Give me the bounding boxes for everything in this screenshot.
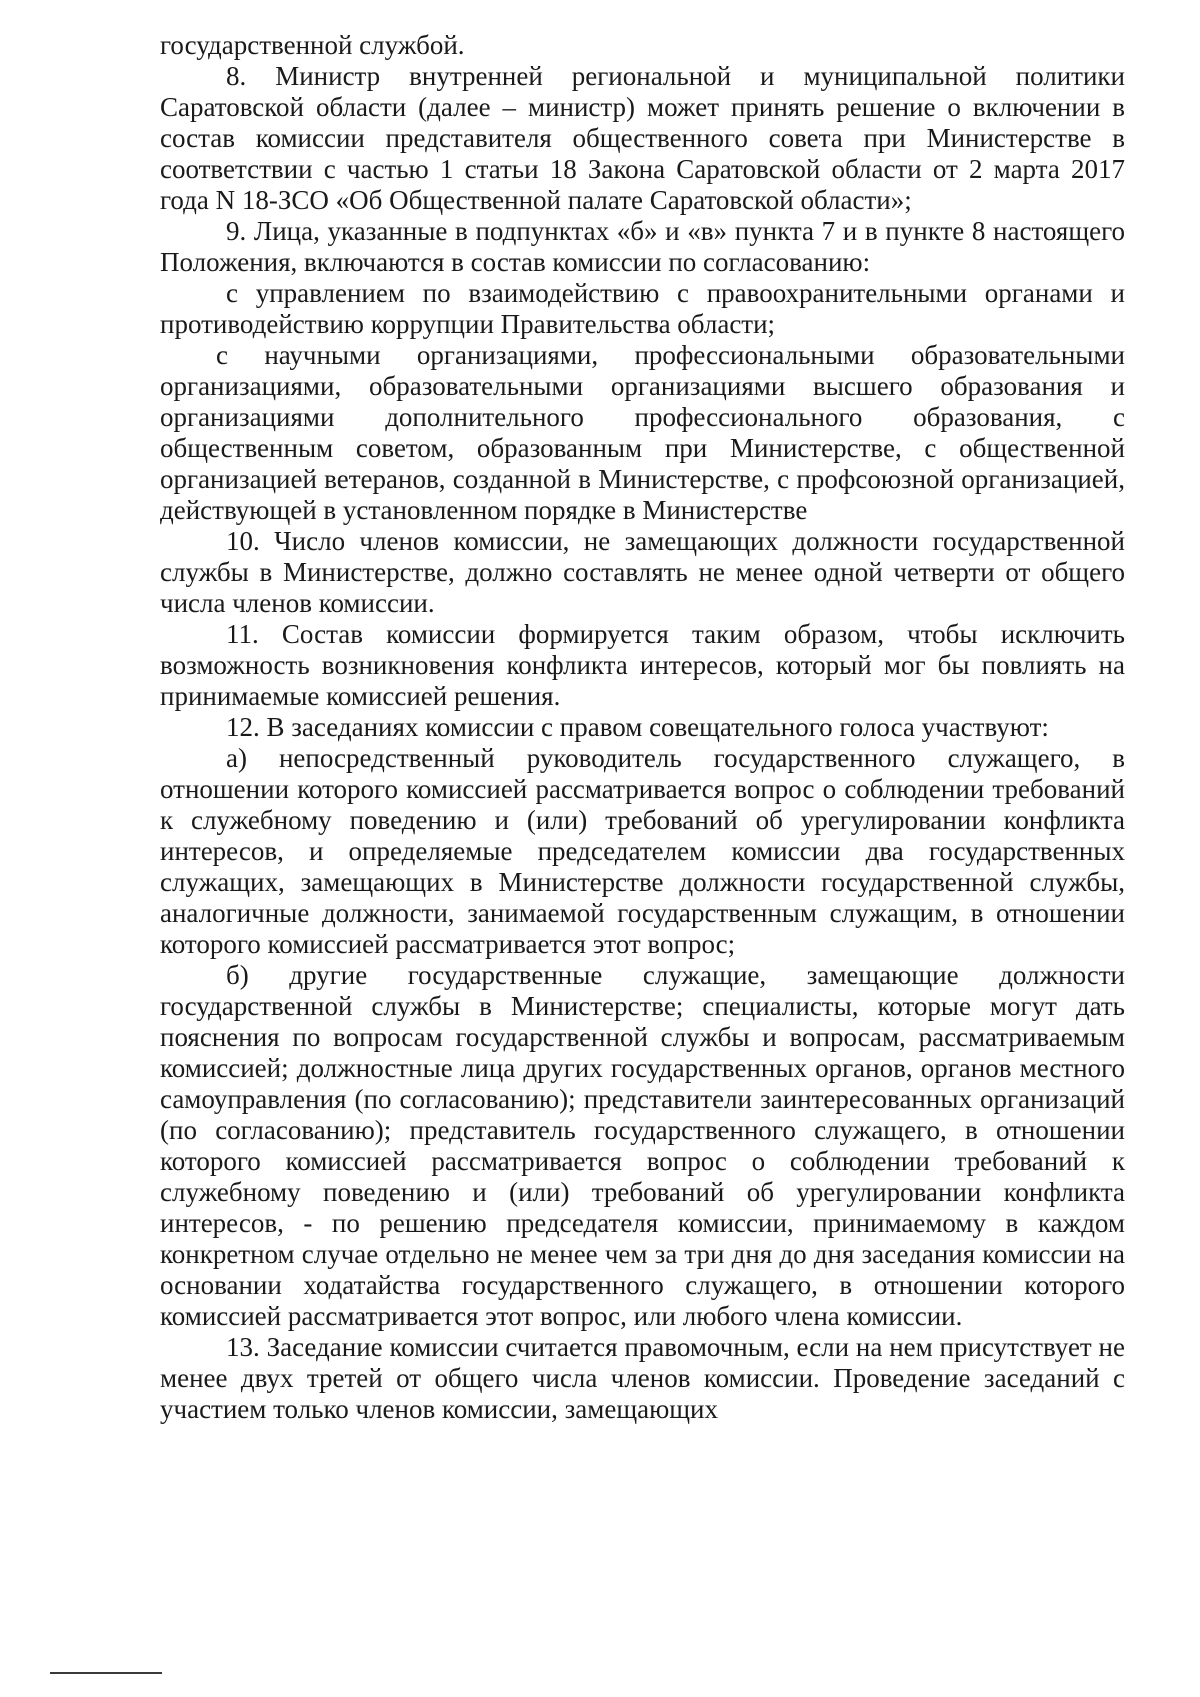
paragraph-continuation: государственной службой. bbox=[160, 30, 465, 60]
document-body bbox=[160, 30, 1125, 1425]
paragraph-item-11: 11. Состав комиссии формируется таким образом, чтобы исключить возможность возникновения конфликта интересов, который мог бы повлиять на принимаемые комиссией решения. bbox=[160, 619, 1125, 711]
footer-divider bbox=[50, 1672, 162, 1674]
paragraph-item-12-a: а) непосредственный руководитель государственного служащего, в отношении которого комиссией рассматривается вопрос о соблюдении требований к служебному поведению и (или) требований об урегулировании конфликта интересов, и определяемые председателем комиссии два государственных служащих, замещающих в Министерстве должности государственной службы, аналогичные должности, занимаемой государственным служащим, в отношении которого комиссией рассматривается этот вопрос; bbox=[160, 743, 1125, 959]
paragraph-item-13: 13. Заседание комиссии считается правомочным, если на нем присутствует не менее двух третей от общего числа членов комиссии. Проведение заседаний с участием только членов комиссии, замещающих bbox=[160, 1332, 1125, 1424]
paragraph-item-12: 12. В заседаниях комиссии с правом совещательного голоса участвуют: bbox=[226, 712, 1049, 742]
paragraph-item-9-sub-1: с управлением по взаимодействию с правоохранительными органами и противодействию коррупции Правительства области; bbox=[160, 278, 1125, 339]
paragraph-item-9: 9. Лица, указанные в подпунктах «б» и «в» пункта 7 и в пункте 8 настоящего Положения, включаются в состав комиссии по согласованию: bbox=[160, 216, 1125, 277]
paragraph-item-12-b: б) другие государственные служащие, замещающие должности государственной службы в Министерстве; специалисты, которые могут дать пояснения по вопросам государственной службы и вопросам, рассматриваемым комиссией; должностные лица других государственных органов, органов местного самоуправления (по согласованию); представители заинтересованных организаций (по согласованию); представитель государственного служащего, в отношении которого комиссией рассматривается вопрос о соблюдении требований к служебному поведению и (или) требований об урегулировании конфликта интересов, - по решению председателя комиссии, принимаемому в каждом конкретном случае отдельно не менее чем за три дня до дня заседания комиссии на основании ходатайства государственного служащего, в отношении которого комиссией рассматривается этот вопрос, или любого члена комиссии. bbox=[160, 960, 1125, 1331]
paragraph-item-10: 10. Число членов комиссии, не замещающих должности государственной службы в Министерстве, должно составлять не менее одной четверти от общего числа членов комиссии. bbox=[160, 526, 1125, 618]
paragraph-item-9-sub-2: с научными организациями, профессиональными образовательными организациями, образовательными организациями высшего образования и организациями дополнительного профессионального образования, с общественным советом, образованным при Министерстве, с общественной организацией ветеранов, созданной в Министерстве, с профсоюзной организацией, действующей в установленном порядке в Министерстве bbox=[160, 340, 1125, 525]
paragraph-item-8: 8. Министр внутренней региональной и муниципальной политики Саратовской области (далее – министр) может принять решение о включении в состав комиссии представителя общественного совета при Министерстве в соответствии с частью 1 статьи 18 Закона Саратовской области от 2 марта 2017 года N 18-ЗСО «Об Общественной палате Саратовской области»; bbox=[160, 61, 1125, 215]
